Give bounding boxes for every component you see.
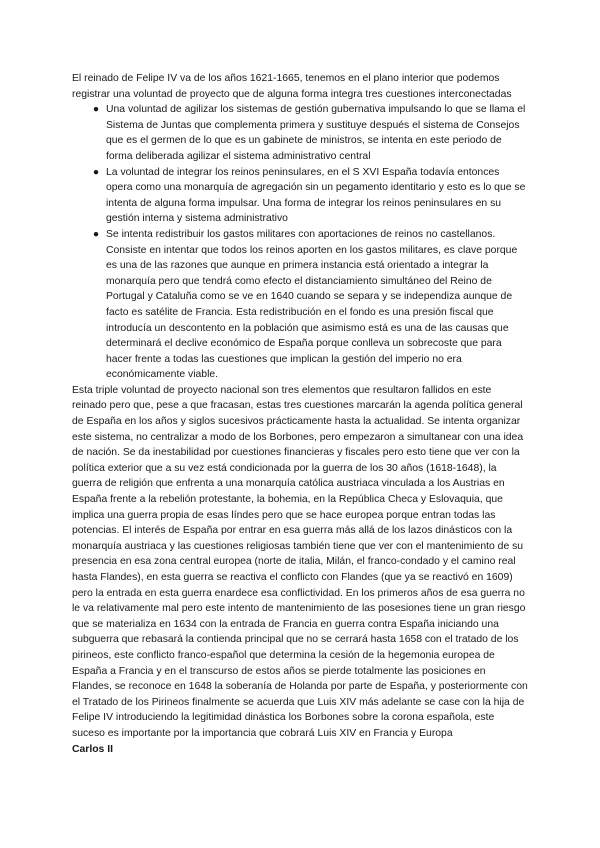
bullet-text: La voluntad de integrar los reinos peninsulares, en el S XVI España todavía entonces opera como una monarquía de agregación sin un pegamento identitario y esto es lo que se intenta de alguna forma impulsar. Una forma de integrar los reinos peninsulares en su gestión interna y sistema administrativo — [106, 166, 526, 225]
bullet-icon: ● — [92, 166, 100, 178]
bullet-icon: ● — [92, 104, 100, 116]
bullet-list — [72, 102, 528, 383]
document-page — [72, 71, 528, 757]
bullet-icon: ● — [92, 228, 100, 240]
bullet-text: Se intenta redistribuir los gastos militares con aportaciones de reinos no castellanos. Consiste en intentar que todos los reinos aporten en los gastos militares, es clave porque es una de las razones que aunque en primera instancia está orientado a integrar la monarquía pero que tendrá como efecto el distanciamiento simultáneo del Reino de Portugal y Cataluña como se ve en 1640 cuando se separa y se independiza aunque de facto es satélite de Francia. Esta redistribución en el fondo es una presión fiscal que introducía un descontento en la población que asimismo está es una de las causas que determinará el declive económico de España porque conlleva un sobrecoste que para hacer frente a todas las cuestiones que implican la gestión del imperio no era económicamente viable. — [106, 228, 518, 381]
section-heading: Carlos II — [72, 743, 113, 755]
bullet-item — [92, 227, 528, 383]
bullet-item — [92, 165, 528, 227]
bullet-item — [92, 102, 528, 164]
intro-paragraph: El reinado de Felipe IV va de los años 1621-1665, tenemos en el plano interior que podemos registrar una voluntad de proyecto que de alguna forma integra tres cuestiones interconectadas — [72, 73, 512, 100]
bullet-text: Una voluntad de agilizar los sistemas de gestión gubernativa impulsando lo que se llama el Sistema de Juntas que complementa primera y sustituye después el sistema de Consejos que es el germen de lo que es un gabinete de ministros, se intenta en este periodo de forma deliberada agilizar el sistema administrativo central — [106, 104, 526, 162]
body-paragraph: Esta triple voluntad de proyecto nacional son tres elementos que resultaron fallidos en este reinado pero que, pese a que fracasan, estas tres cuestiones marcarán la agenda política general de España en los años y siglos sucesivos prácticamente hasta la actualidad. Se intenta organizar este sistema, no centralizar a modo de los Borbones, pero empezaron a simultanear con una idea de nación. Se da inestabilidad por cuestiones financieras y fiscales pero esto tiene que ver con la política exterior que a su vez está condicionada por la guerra de los 30 años (1618-1648), la guerra de religión que enfrenta a una monarquía católica austriaca vinculada a los Austrias en España frente a la rebelión protestante, la bohemia, en la República Checa y Eslovaquia, que implica una guerra propia de esas líndes pero que se hace europea porque entran todas las potencias. El interés de España por entrar en esa guerra más allá de los lazos dinásticos con la monarquía austriaca y las cuestiones religiosas también tiene que ver con el mantenimiento de su presencia en esa zona central europea (norte de italia, Milán, el franco-condado y el camino real hasta Flandes), en esta guerra se reactiva el conflicto con Flandes (que ya se reactivó en 1609) pero la entrada en esta guerra enardece esa conflictividad. En los primeros años de esa guerra no le va relativamente mal pero este intento de mantenimiento de las posesiones tiene un gran riesgo que se materializa en 1634 con la entrada de Francia en guerra contra España iniciando una subguerra que rebasará la contienda principal que no se cerrará hasta 1658 con el tratado de los pirineos, este conflicto franco-español que determina la cesión de la hegemonia europea de España a Francia y en el transcurso de estos años se pierde totalmente las posiciones en Flandes, se reconoce en 1648 la soberanía de Holanda por parte de España, y posteriormente con el Tratado de los Pirineos finalmente se acuerda que Luis XIV más adelante se case con la hija de Felipe IV introduciendo la legitimidad dinástica los Borbones sobre la corona española, este suceso es importante por la importancia que cobrará Luis XIV en Francia y Europa — [72, 384, 528, 739]
